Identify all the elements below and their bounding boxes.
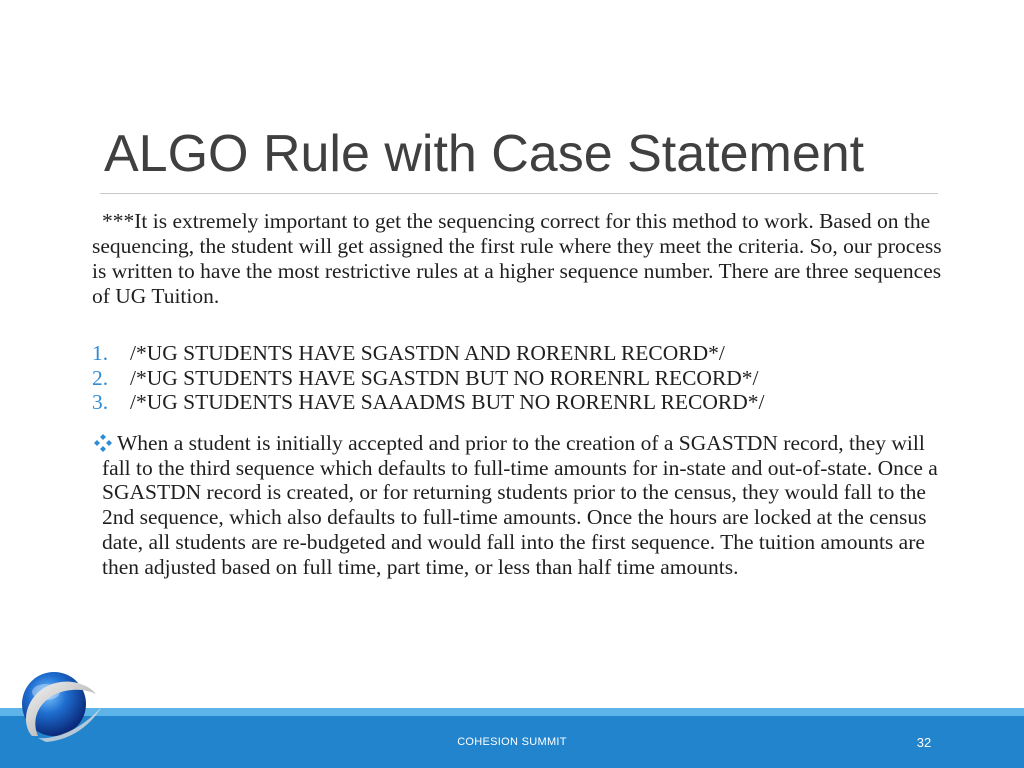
- sequence-text: /*UG STUDENTS HAVE SGASTDN BUT NO RORENRL RECORD*/: [130, 365, 759, 390]
- sequence-number: 2.: [92, 365, 109, 390]
- bullet-block: [92, 431, 942, 579]
- diamond-bullet-icon: [92, 433, 114, 453]
- sequence-list: [92, 341, 942, 415]
- slide-title: ALGO Rule with Case Statement: [104, 125, 865, 183]
- page-number: 32: [916, 735, 932, 750]
- intro-paragraph: ***It is extremely important to get the sequencing correct for this method to work. Based on the sequencing, the student will get assigned the first rule where they meet the criteria. So, our process is written to have the most restrictive rules at a higher sequence number. There are three sequences of UG Tuition.: [92, 209, 942, 308]
- list-item: [92, 366, 942, 391]
- title-divider: [100, 193, 938, 194]
- list-item: [92, 341, 942, 366]
- sequence-text: /*UG STUDENTS HAVE SAAADMS BUT NO RORENRL RECORD*/: [130, 390, 765, 414]
- footer-accent-bar: [0, 708, 1024, 716]
- globe-logo-icon: [12, 666, 106, 746]
- footer-label: COHESION SUMMIT: [457, 736, 567, 748]
- sequence-text: /*UG STUDENTS HAVE SGASTDN AND RORENRL RECORD*/: [130, 341, 725, 365]
- sequence-number: 3.: [92, 390, 109, 414]
- sequence-number: 1.: [92, 341, 109, 365]
- bullet-paragraph: When a student is initially accepted and prior to the creation of a SGASTDN record, they will fall to the third sequence which defaults to full-time amounts for in-state and out-of-state. Once a SGASTDN record is created, or for returning students prior to the census, they would fall to the 2nd sequence, which also defaults to full-time amounts. Once the hours are locked at the census date, all students are re-budgeted and would fall into the first sequence. The tuition amounts are then adjusted based on full time, part time, or less than half time amounts.: [102, 431, 938, 579]
- list-item: [92, 390, 942, 415]
